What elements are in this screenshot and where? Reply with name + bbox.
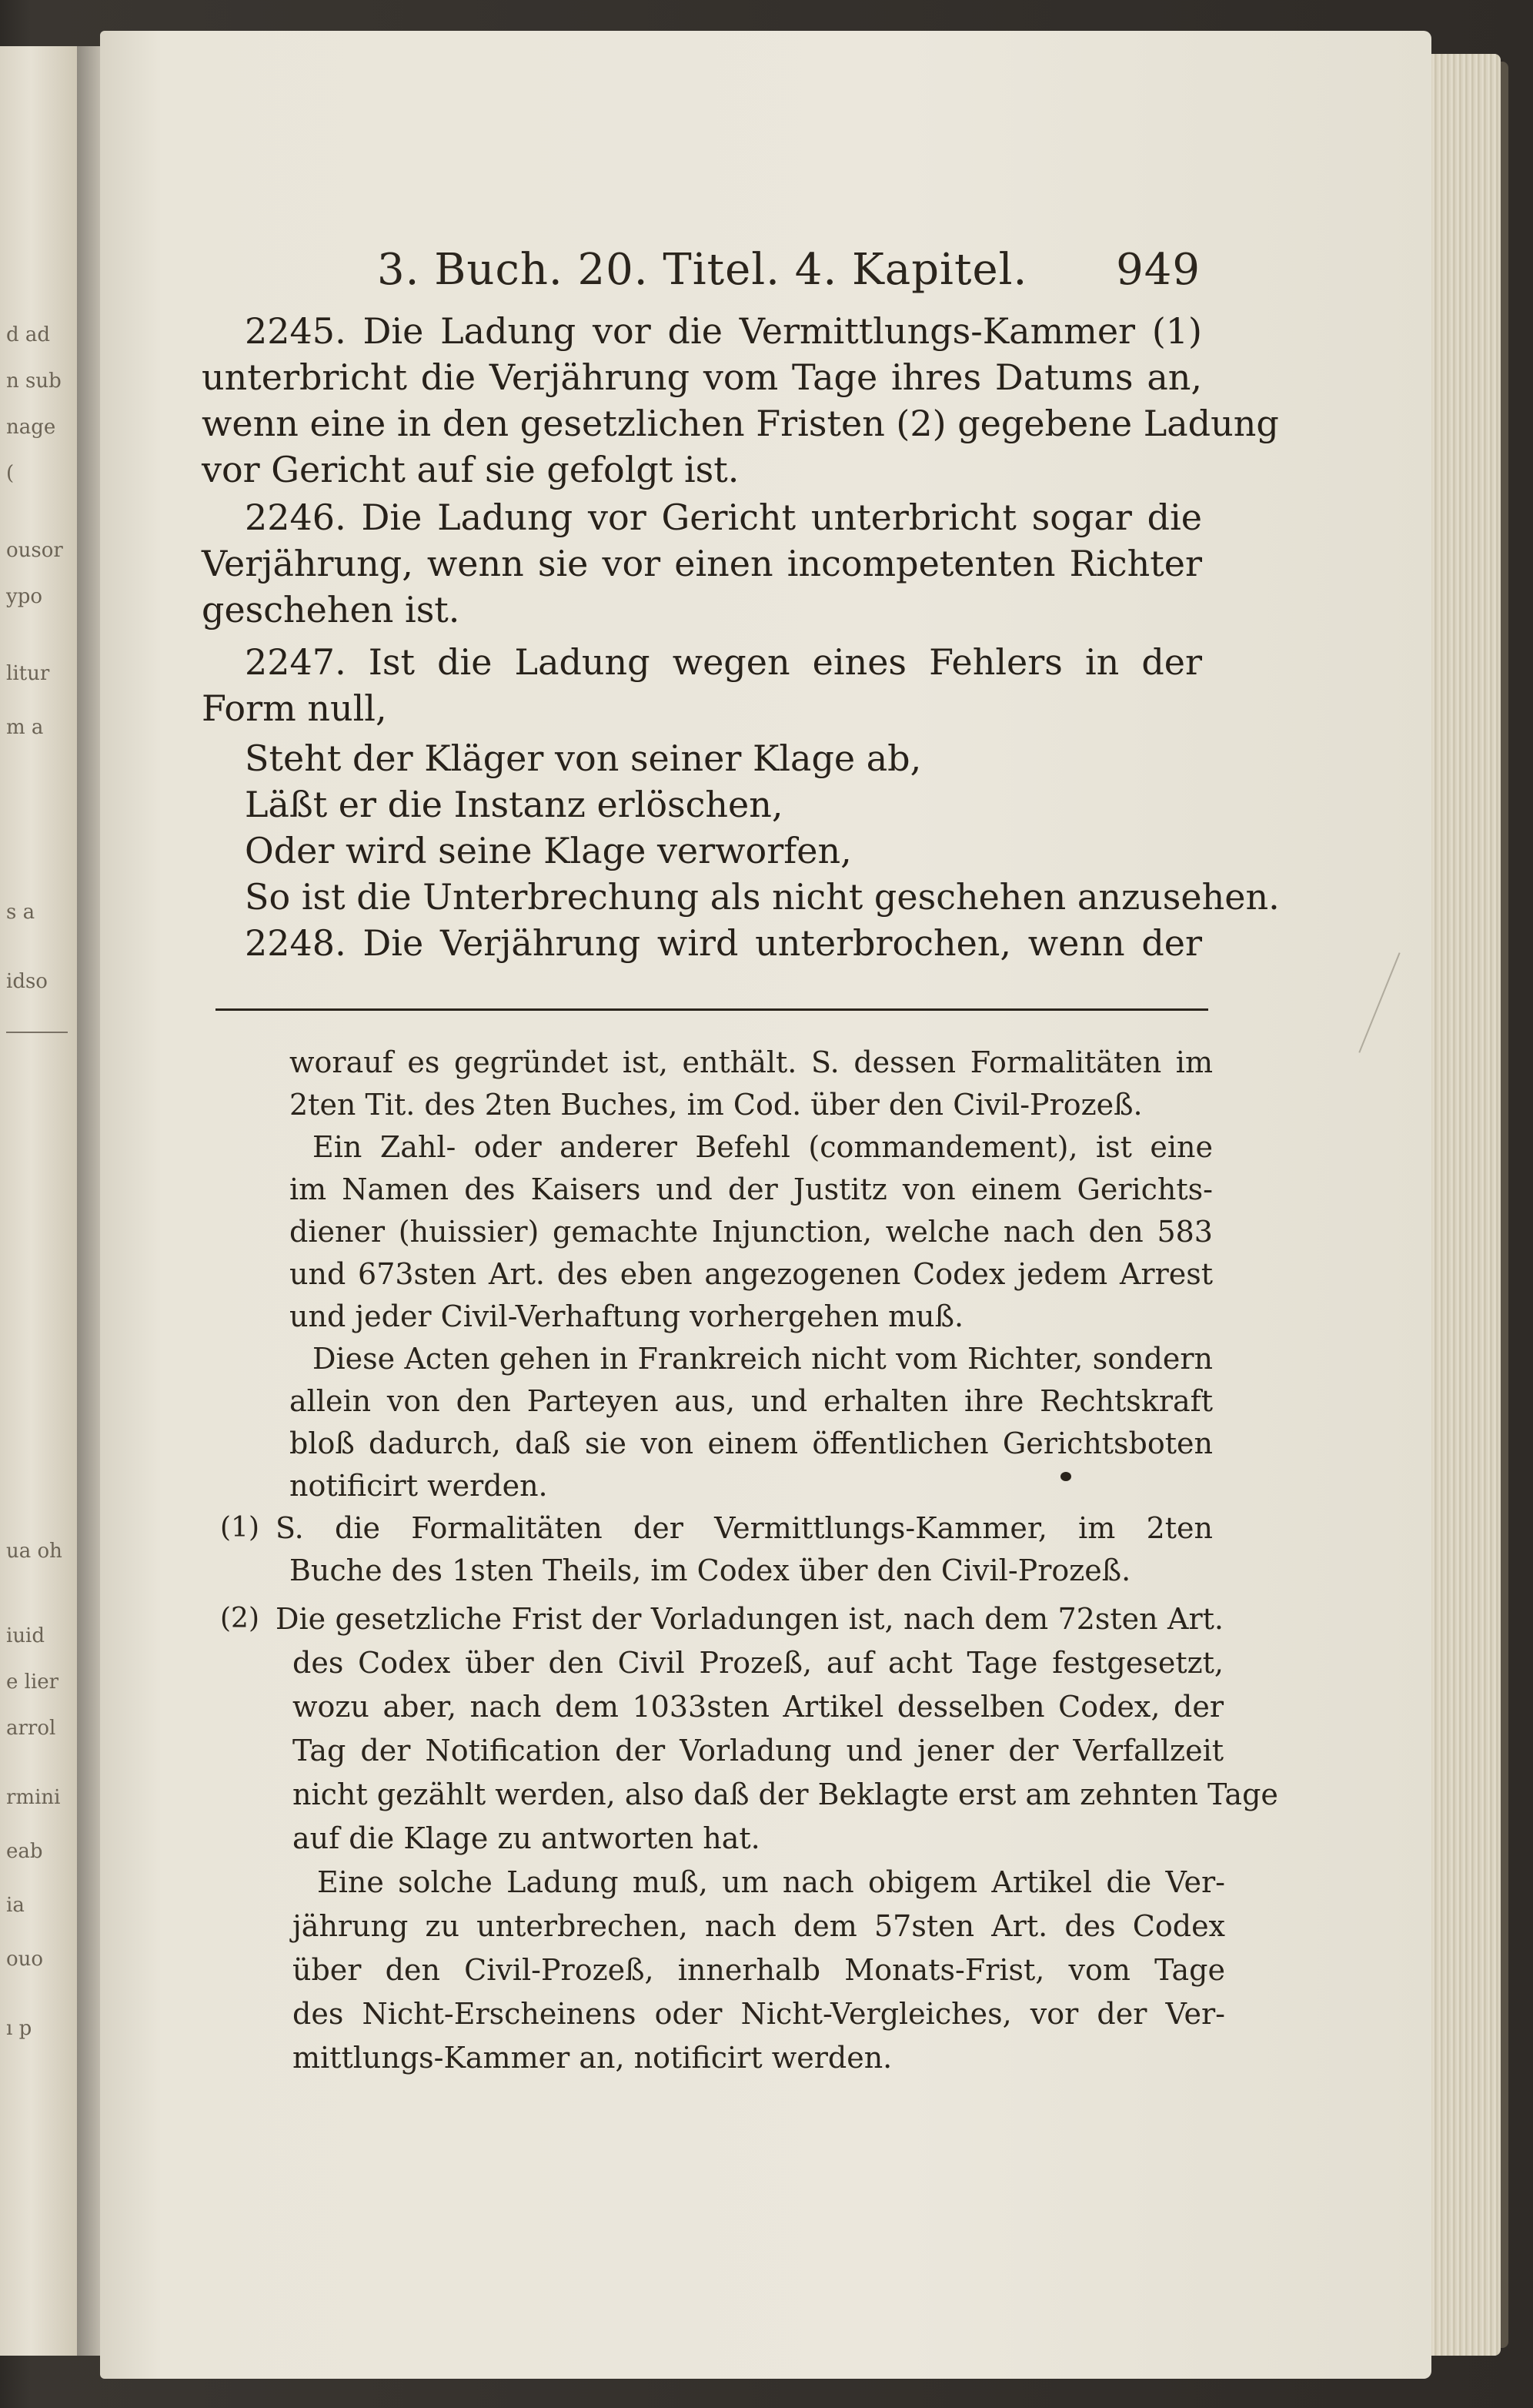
left-fragment: idso [6, 970, 48, 993]
left-fragment: rmini [6, 1786, 61, 1809]
left-fragment: ouo [6, 1948, 44, 1971]
footnote-continuation-line: allein von den Parteyen aus, und erhalten ihre Rechtskraft [289, 1384, 1213, 1418]
footnote-2-line: mittlungs-Kammer an, notificirt werden. [292, 2041, 893, 2075]
body-line: Verjährung, wenn sie vor einen incompetenten Richter [202, 543, 1202, 584]
page-number: 949 [1116, 245, 1201, 295]
ink-spot [1060, 1472, 1071, 1481]
left-fragment: s a [6, 901, 35, 924]
left-fragment: nage [6, 416, 56, 439]
left-page-edge [0, 46, 77, 2356]
footnote-continuation-line: diener (huissier) gemachte Injunction, welche nach den 583 [289, 1215, 1213, 1249]
footnote-continuation-line: Ein Zahl- oder anderer Befehl (commandement), ist eine [312, 1130, 1213, 1164]
running-head-title: 3. Buch. 20. Titel. 4. Kapitel. [377, 245, 1028, 295]
condition-line: So ist die Unterbrechung als nicht geschehen anzusehen. [245, 876, 1280, 918]
body-line: Form null, [202, 687, 387, 729]
page-edge-stack [1431, 54, 1501, 2356]
article-2247-line: 2247. Ist die Ladung wegen eines Fehlers in der [245, 641, 1202, 683]
footnote-2-line: wozu aber, nach dem 1033sten Artikel desselben Codex, der [292, 1690, 1224, 1724]
condition-line: Steht der Kläger von seiner Klage ab, [245, 737, 922, 779]
footnote-1-line: S. die Formalitäten der Vermittlungs-Kammer, im 2ten [276, 1511, 1213, 1545]
left-fragment: arrol [6, 1717, 56, 1740]
left-fragment: d ad [6, 323, 51, 346]
footnote-1-marker: (1) [220, 1512, 259, 1543]
footnote-2-line: des Codex über den Civil Prozeß, auf acht Tage festgesetzt, [292, 1646, 1224, 1680]
left-fragment: ua oh [6, 1540, 62, 1563]
footnote-continuation-line: bloß dadurch, daß sie von einem öffentlichen Gerichtsboten [289, 1426, 1213, 1460]
footnote-2-line: nicht gezählt werden, also daß der Beklagte erst am zehnten Tage [292, 1778, 1278, 1811]
footnote-continuation-line: und 673sten Art. des eben angezogenen Codex jedem Arrest [289, 1257, 1213, 1291]
left-fragment: ypo [6, 585, 42, 608]
footnote-continuation-line: und jeder Civil-Verhaftung vorhergehen muß. [289, 1299, 964, 1333]
left-fragment: ( [6, 462, 15, 485]
footnote-continuation-line: Diese Acten gehen in Frankreich nicht vom Richter, sondern [312, 1342, 1213, 1376]
footnote-2-line: über den Civil-Prozeß, innerhalb Monats-Frist, vom Tage [292, 1953, 1225, 1987]
body-line: vor Gericht auf sie gefolgt ist. [202, 449, 740, 490]
footnote-separator [215, 1008, 1208, 1011]
footnote-2-line: jährung zu unterbrechen, nach dem 57sten Art. des Codex [292, 1909, 1225, 1943]
footnote-2-line: Tag der Notification der Vorladung und jener der Verfallzeit [292, 1734, 1224, 1768]
left-fragment: litur [6, 662, 50, 685]
footnote-2-line: Die gesetzliche Frist der Vorladungen ist, nach dem 72sten Art. [276, 1602, 1224, 1636]
body-line: geschehen ist. [202, 589, 460, 630]
footnote-continuation-line: 2ten Tit. des 2ten Buches, im Cod. über den Civil-Prozeß. [289, 1088, 1143, 1122]
left-fragment: ia [6, 1894, 25, 1917]
footnote-continuation-line: worauf es gegründet ist, enthält. S. dessen Formalitäten im [289, 1045, 1213, 1079]
footnote-1-line: Buche des 1sten Theils, im Codex über den Civil-Prozeß. [289, 1553, 1131, 1587]
article-2248-line: 2248. Die Verjährung wird unterbrochen, wenn der [245, 922, 1202, 964]
footnote-2-marker: (2) [220, 1603, 259, 1634]
article-2246-line: 2246. Die Ladung vor Gericht unterbricht sogar die [245, 497, 1202, 538]
footnote-continuation-line: notificirt werden. [289, 1469, 548, 1503]
left-fragment: iuid [6, 1624, 45, 1647]
footnote-2-line: des Nicht-Erscheinens oder Nicht-Vergleiches, vor der Ver- [292, 1997, 1225, 2031]
left-fragment: n sub [6, 370, 62, 393]
article-2245-line: 2245. Die Ladung vor die Vermittlungs-Kammer (1) [245, 310, 1202, 352]
left-fragment: ı p [6, 2017, 32, 2040]
left-rule [6, 1032, 68, 1033]
footnote-2-line: auf die Klage zu antworten hat. [292, 1821, 760, 1855]
left-fragment: m a [6, 716, 44, 739]
body-line: wenn eine in den gesetzlichen Fristen (2) gegebene Ladung [202, 403, 1279, 444]
footnote-continuation-line: im Namen des Kaisers und der Justitz von einem Gerichts- [289, 1172, 1213, 1206]
body-line: unterbricht die Verjährung vom Tage ihres Datums an, [202, 356, 1202, 398]
running-head [377, 245, 1201, 306]
footnote-2-line: Eine solche Ladung muß, um nach obigem Artikel die Ver- [317, 1865, 1225, 1899]
left-fragment: e lier [6, 1671, 59, 1694]
condition-line: Läßt er die Instanz erlöschen, [245, 784, 783, 825]
left-fragment: eab [6, 1840, 43, 1863]
condition-line: Oder wird seine Klage verworfen, [245, 830, 852, 871]
left-fragment: ousor [6, 539, 63, 562]
